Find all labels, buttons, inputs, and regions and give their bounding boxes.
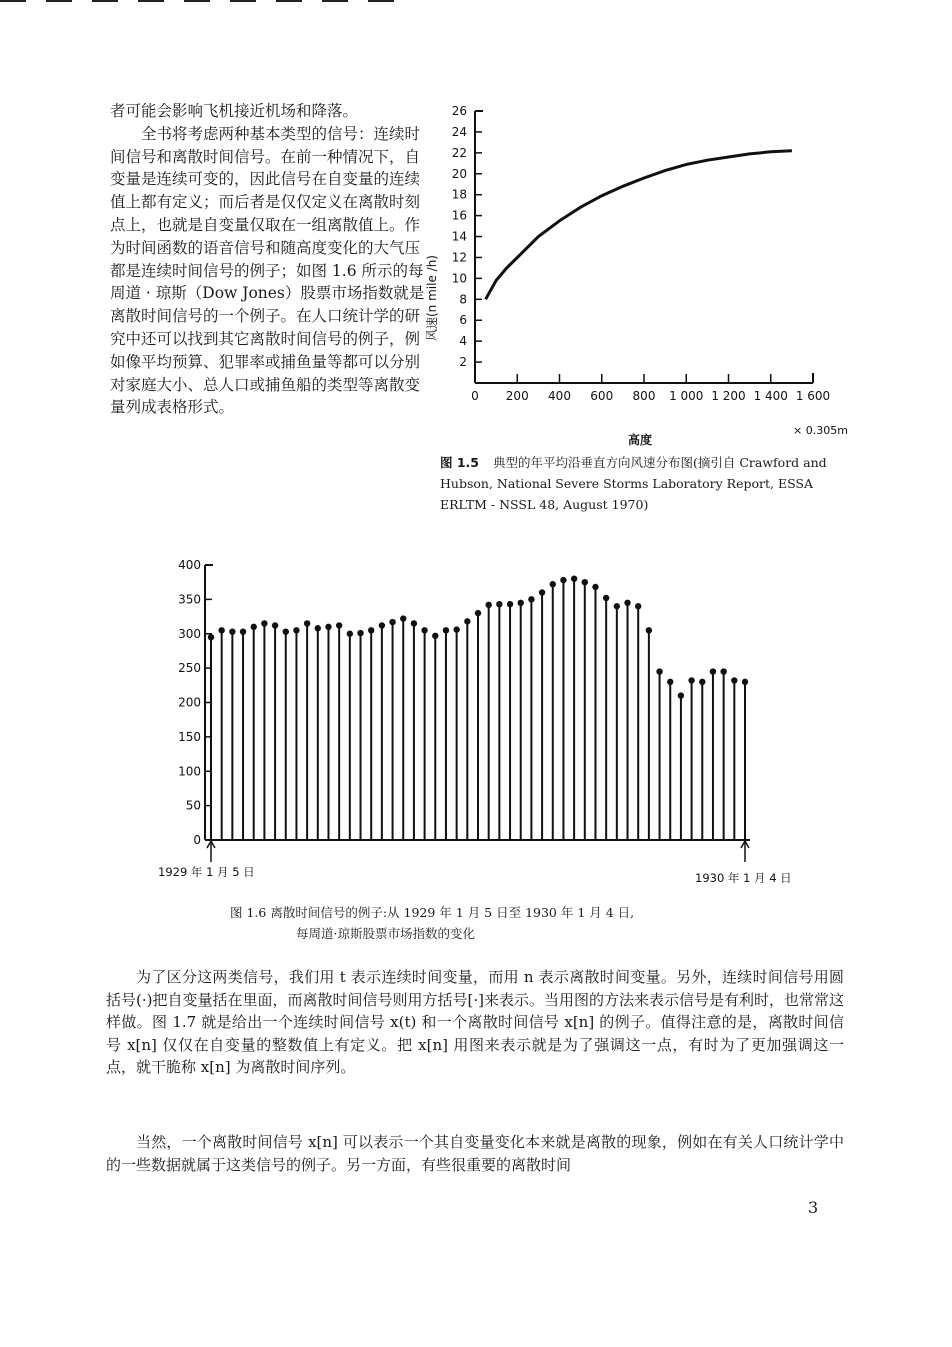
- stem-point: [646, 627, 652, 633]
- stem-point: [592, 584, 598, 590]
- stem-point: [218, 627, 224, 633]
- stem-point: [229, 628, 235, 634]
- stem-point: [251, 624, 257, 630]
- y-tick-label: 350: [178, 592, 201, 607]
- x-tick-label: 1 000: [669, 389, 704, 403]
- stem-point: [582, 579, 588, 585]
- y-tick-label: 2: [459, 355, 467, 370]
- y-tick-label: 6: [459, 313, 467, 328]
- stem-point: [667, 679, 673, 685]
- paragraph-discrete-phenomena: 当然，一个离散时间信号 x[n] 可以表示一个其自变量变化本来就是离散的现象，例如在有关人口统计学中的一些数据就属于这类信号的例子。另一方面，有些很重要的离散时间: [106, 1133, 844, 1174]
- figure-1-6-caption-line1: 图 1.6 离散时间信号的例子:从 1929 年 1 月 5 日至 1930 年 1 月 4 日,: [230, 905, 635, 920]
- y-tick-label: 50: [185, 798, 201, 813]
- stem-point: [208, 634, 214, 640]
- stem-point: [475, 610, 481, 616]
- y-tick-label: 14: [451, 229, 467, 244]
- page-number: 3: [808, 1198, 819, 1217]
- stem-point: [283, 628, 289, 634]
- stem-point: [347, 631, 353, 637]
- stem-point: [304, 620, 310, 626]
- stem-point: [325, 624, 331, 630]
- y-tick-label: 24: [451, 124, 467, 139]
- y-tick-label: 400: [178, 558, 201, 572]
- x-tick-label: 600: [590, 389, 614, 403]
- stem-point: [624, 600, 630, 606]
- stem-point: [368, 627, 374, 633]
- stem-point: [539, 589, 545, 595]
- figure-1-5-number: 图 1.5: [440, 455, 479, 470]
- x-axis-label: 高度: [627, 433, 653, 447]
- y-tick-label: 250: [178, 661, 201, 676]
- y-tick-label: 100: [178, 764, 201, 779]
- stem-point: [614, 603, 620, 609]
- stem-point: [710, 668, 716, 674]
- x-tick-label: 1 600: [795, 389, 831, 403]
- figure-1-5-caption: [440, 452, 842, 515]
- x-tick-label: 200: [505, 389, 529, 403]
- top-text-column: [110, 100, 428, 419]
- stem-point: [293, 627, 299, 633]
- start-date-label: 1929 年 1 月 5 日: [158, 865, 255, 879]
- wind-speed-curve: [486, 151, 792, 299]
- x-tick-label: 400: [548, 389, 571, 403]
- stem-point: [443, 627, 449, 633]
- stem-point: [571, 576, 577, 582]
- paragraph-continued: 者可能会影响飞机接近机场和降落。: [110, 102, 359, 120]
- stem-point: [699, 679, 705, 685]
- y-tick-label: 8: [459, 292, 467, 307]
- y-tick-label: 26: [451, 104, 467, 118]
- header-rule: [0, 0, 26, 2]
- header-rule: [92, 0, 118, 2]
- stem-point: [528, 596, 534, 602]
- stem-point: [518, 600, 524, 606]
- stem-point: [336, 622, 342, 628]
- end-date-label: 1930 年 1 月 4 日: [695, 871, 792, 885]
- y-tick-label: 18: [451, 187, 467, 202]
- x-tick-label: 1 200: [711, 389, 746, 403]
- y-tick-label: 200: [178, 695, 201, 710]
- stem-point: [603, 595, 609, 601]
- stem-point: [261, 620, 267, 626]
- paragraph-signal-types: 全书将考虑两种基本类型的信号：连续时间信号和离散时间信号。在前一种情况下，自变量是连续可变的，因此信号在自变量的连续值上都有定义；而后者是仅仅定义在离散时刻点上，也就是自变量仅取在一组离散值上。作为时间函数的语音信号和随高度变化的大气压都是连续时间信号的例子；如图 1.6 所示的每周道 · 琼斯（Dow Jones）股票市场指数就是离散时间信号的一个例子。在人口统计学的研究中还可以找到其它离散时间信号的例子，例如像平均预算、犯罪率或捕鱼量等都可以分别对家庭大小、总人口或捕鱼船的类型等离散变量列成表格形式。: [110, 124, 425, 417]
- stem-point: [656, 668, 662, 674]
- y-tick-label: 300: [178, 626, 201, 641]
- stem-point: [507, 601, 513, 607]
- stem-point: [464, 618, 470, 624]
- y-tick-label: 16: [451, 208, 467, 223]
- stem-point: [742, 679, 748, 685]
- dow-jones-stem-chart: [150, 555, 830, 895]
- y-tick-label: 4: [459, 334, 467, 349]
- y-tick-label: 0: [193, 833, 201, 847]
- header-rule: [184, 0, 210, 2]
- stem-point: [411, 620, 417, 626]
- stem-point: [379, 622, 385, 628]
- x-tick-label: 800: [632, 389, 656, 403]
- stem-point: [432, 633, 438, 639]
- y-tick-label: 150: [178, 729, 201, 744]
- stem-point: [550, 581, 556, 587]
- stem-point: [240, 628, 246, 634]
- stem-point: [720, 668, 726, 674]
- paragraph-notation: 为了区分这两类信号，我们用 t 表示连续时间变量，而用 n 表示离散时间变量。另外，连续时间信号用圆括号(·)把自变量括在里面，而离散时间信号则用方括号[·]来表示。当用图的方法来表示信号是有利时，也常常这样做。图 1.7 就是给出一个连续时间信号 x(t) 和一个离散时间信号 x[n] 的例子。值得注意的是，离散时间信号 x[n] 仅仅在自变量的整数值上有定义。把 x[n] 用图来表示就是为了强调这一点，有时为了更加强调这一点，就干脆称 x[n] 为离散时间序列。: [106, 968, 844, 1077]
- x-axis-unit: × 0.305m: [793, 424, 848, 437]
- stem-point: [688, 677, 694, 683]
- header-rule: [138, 0, 164, 2]
- wind-speed-chart: [418, 98, 858, 448]
- x-tick-label: 1 400: [753, 389, 788, 403]
- header-rule: [230, 0, 256, 2]
- figure-1-6-caption: [230, 902, 790, 944]
- y-tick-label: 12: [451, 250, 467, 265]
- stem-point: [635, 603, 641, 609]
- stem-point: [560, 577, 566, 583]
- stem-point: [678, 692, 684, 698]
- header-rule: [322, 0, 348, 2]
- stem-point: [453, 626, 459, 632]
- stem-point: [357, 630, 363, 636]
- stem-point: [272, 622, 278, 628]
- y-tick-label: 22: [451, 145, 467, 160]
- y-axis-label: 风速(n mile /h): [425, 255, 439, 341]
- y-tick-label: 20: [451, 166, 467, 181]
- header-rule: [46, 0, 72, 2]
- stem-point: [731, 677, 737, 683]
- figure-1-5-text: 典型的年平均沿垂直方向风速分布图(摘引自 Crawford and Hubson, National Severe Storms Laboratory Report, ESSA ERLTM - NSSL 48, August 1970): [440, 455, 827, 512]
- stem-point: [485, 602, 491, 608]
- header-rule: [368, 0, 394, 2]
- stem-point: [315, 625, 321, 631]
- header-rule: [276, 0, 302, 2]
- figure-1-6-caption-line2: 每周道·琼斯股票市场指数的变化: [296, 926, 475, 941]
- stem-point: [389, 619, 395, 625]
- stem-point: [496, 601, 502, 607]
- stem-point: [400, 615, 406, 621]
- y-tick-label: 10: [451, 271, 467, 286]
- x-tick-label: 0: [471, 389, 479, 403]
- stem-point: [421, 627, 427, 633]
